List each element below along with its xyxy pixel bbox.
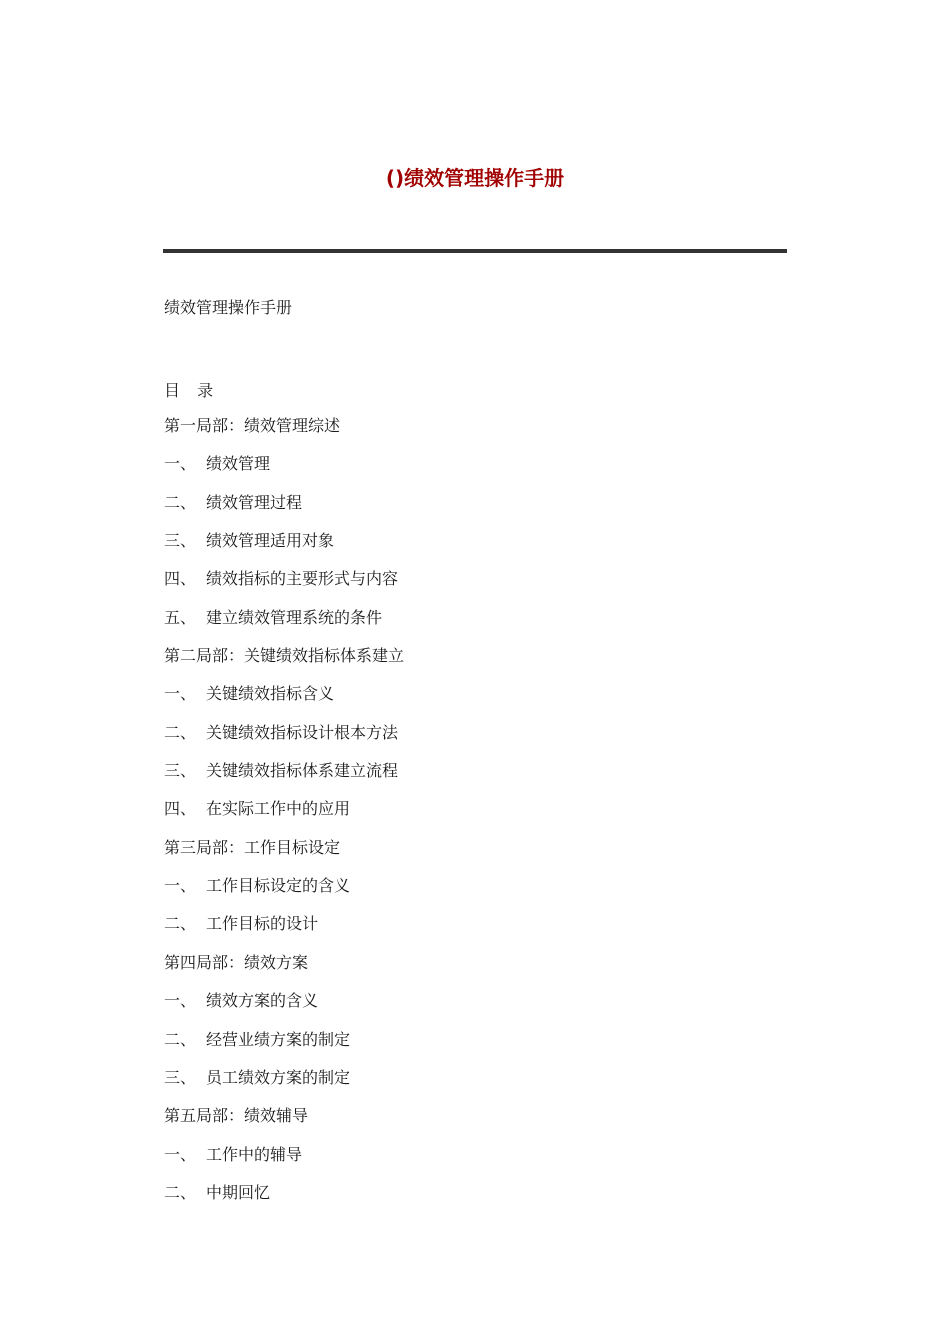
toc-item-number: 四、: [164, 799, 197, 819]
toc-item-text: 绩效管理: [206, 454, 271, 474]
toc-item-text: 经营业绩方案的制定: [206, 1029, 351, 1049]
toc-item: [164, 1068, 404, 1106]
toc-part-heading: 第二局部：关键绩效指标体系建立: [164, 646, 405, 666]
toc-item-number: 二、: [164, 492, 197, 512]
toc-part-heading: 第三局部：工作目标设定: [164, 837, 341, 857]
toc-item: [164, 569, 404, 607]
toc-item-number: 四、: [164, 569, 197, 589]
toc-item: [164, 723, 404, 761]
toc-item: [164, 914, 404, 952]
toc-heading: 目 录: [164, 381, 220, 400]
toc-item-number: 二、: [164, 1182, 197, 1202]
toc-item-text: 关键绩效指标设计根本方法: [206, 722, 399, 742]
toc-item-text: 建立绩效管理系统的条件: [206, 607, 383, 627]
toc-item-number: 一、: [164, 876, 197, 896]
title-divider: [163, 249, 787, 253]
toc-item-text: 工作目标设定的含义: [206, 876, 351, 896]
toc-item-text: 绩效方案的含义: [206, 991, 319, 1011]
toc-item-text: 关键绩效指标含义: [206, 684, 335, 704]
toc-item-text: 绩效指标的主要形式与内容: [206, 569, 399, 589]
toc-item-number: 三、: [164, 761, 197, 781]
toc-item: [164, 531, 404, 569]
toc-item-text: 绩效管理过程: [206, 492, 303, 512]
toc-item-number: 一、: [164, 454, 197, 474]
toc-item: [164, 684, 404, 722]
toc-item: [164, 608, 404, 646]
toc-item: [164, 876, 404, 914]
toc-item-number: 一、: [164, 684, 197, 704]
toc-item-number: 三、: [164, 531, 197, 551]
toc-item-number: 二、: [164, 722, 197, 742]
toc-item: [164, 454, 404, 492]
toc-item: [164, 493, 404, 531]
toc-item: [164, 1183, 404, 1221]
toc-item: [164, 761, 404, 799]
document-title: ()绩效管理操作手册: [385, 166, 565, 190]
toc-item: [164, 1030, 404, 1068]
toc-item-text: 在实际工作中的应用: [206, 799, 351, 819]
toc-item: [164, 1145, 404, 1183]
toc-item-number: 二、: [164, 1029, 197, 1049]
document-subtitle: 绩效管理操作手册: [164, 298, 293, 317]
toc-item-text: 工作目标的设计: [206, 914, 319, 934]
toc-item-text: 员工绩效方案的制定: [206, 1067, 351, 1087]
toc-part-heading: 第四局部：绩效方案: [164, 952, 309, 972]
toc-item-number: 一、: [164, 991, 197, 1011]
toc-item: [164, 991, 404, 1029]
toc-item-text: 中期回忆: [206, 1182, 271, 1202]
toc-part-heading: 第五局部：绩效辅导: [164, 1106, 309, 1126]
toc-item-number: 一、: [164, 1144, 197, 1164]
toc-item-number: 三、: [164, 1067, 197, 1087]
toc-part-heading: 第一局部：绩效管理综述: [164, 416, 341, 435]
toc-item-text: 关键绩效指标体系建立流程: [206, 761, 399, 781]
table-of-contents: [164, 416, 404, 1221]
toc-item-number: 五、: [164, 607, 197, 627]
toc-item-text: 工作中的辅导: [206, 1144, 303, 1164]
toc-item: [164, 799, 404, 837]
toc-item-number: 二、: [164, 914, 197, 934]
toc-item-text: 绩效管理适用对象: [206, 531, 335, 551]
